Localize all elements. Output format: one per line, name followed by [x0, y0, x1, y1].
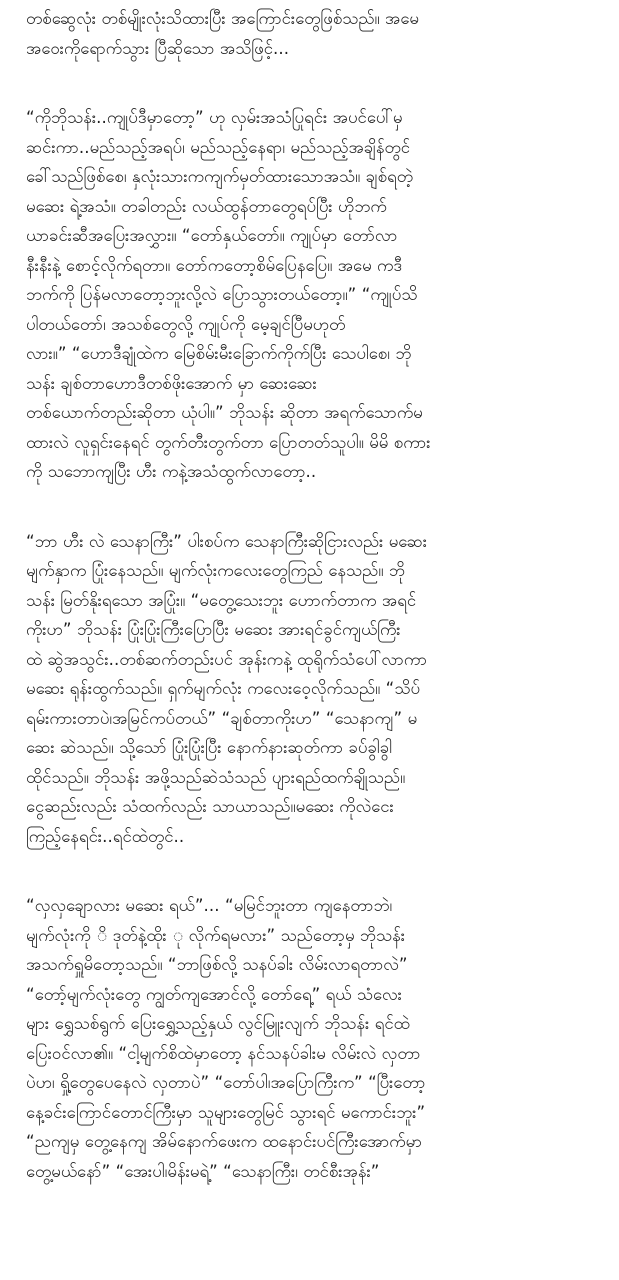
- article-body: [26, 4, 594, 1186]
- paragraph-2: “ကိုဘိုသန်း..ကျုပ်ဒီမှာတော့” ဟု လှမ်းအသံပြုရင်း အပင်ပေါ်မှ ဆင်းကာ..မည်သည့်အရပ်၊ မည်သည့်နေရာ၊ မည်သည့်အချိန်တွင် ခေါ်သည်ဖြစ်စေ၊ နှလုံးသားကကျက်မှတ်ထားသောအသံ။ ချစ်ရတဲ့ မဆေး ရဲ့အသံ။ တခါတည်း လယ်ထွန်တာတွေရပ်ပြီး ဟိုဘက် ယာခင်းဆီအပြေးအလွှား။ “တော်နှယ်တော်။ ကျုပ်မှာ တော်လာ နီးနီးနဲ့ စောင့်လိုက်ရတာ။ တော်ကတော့စိမ်ပြေနပြေ။ အမေ ကဒီ ဘက်ကို ပြန်မလာတော့ဘူးလို့လဲ ပြောသွားတယ်တော့။” “ကျုပ်သိ ပါတယ်တော်၊ အသစ်တွေလို့ ကျုပ်ကို မေ့ချင်ပြီမဟုတ် လား။” “ဟောဒီချုံထဲက မြေစိမ်းမီးခြောက်ကိုက်ပြီး သေပါစေ၊ ဘို သန်း ချစ်တာဟောဒီတစ်ဖိုးအောက် မှာ ဆေးဆေး တစ်ယောက်တည်းဆိုတာ ယုံပါ။” ဘိုသန်း ဆိုတာ အရက်သောက်မ ထားလဲ လူရှင်းနေရင် တွက်တီးတွက်တာ ပြောတတ်သူပါ။ မိမိ စကား ကို သဘောကျပြီး ဟီး ကနဲ့အသံထွက်လာတော့..: [26, 108, 431, 481]
- paragraph-1: တစ်ဆွေလုံး တစ်မျိုးလုံးသိထားပြီး အကြောင်းတွေဖြစ်သည်။ အမေ အဝေးကိုရောက်သွား ပြီဆိုသော အသိဖြင့်...: [26, 9, 419, 58]
- paragraph-4: “လှလှချောလား မဆေး ရယ်”... “မမြင်ဘူးတာ ကျနေတာဘဲ၊ မျက်လုံးကို ိ ဒုတ်နဲ့ထိုး ု လိုက်ရမလား” သည်တော့မှ ဘိုသန်း အသက်ရှူမိတော့သည်။ “ဘာဖြစ်လို့ သနပ်ခါး လိမ်းလာရတာလဲ” “တော့်မျက်လုံးတွေ ကျွတ်ကျအောင်လို့ တော်ရေ့” ရယ် သံလေး များ ရွှေသစ်ရွက် ပြေးရွှေ့သည့်နှယ် လွင်မြူးလျက် ဘိုသန်း ရင်ထဲ ပြေးဝင်လာ၏။ “ငါ့မျက်စိထဲမှာတော့ နင်သနပ်ခါးမ လိမ်းလဲ လှတာ ပဲဟ၊ ရှို့တွေပေနေလဲ လှတာပဲ” “တော်ပါ၊အပြောကြီးက” “ပြီးတော့ နေ့ခင်းကြောင်တောင်ကြီးမှာ သူများတွေမြင် သွားရင် မကောင်းဘူး” “ညကျမှ တွေ့နေကျ အိမ်နောက်ဖေးက ထနောင်းပင်ကြီးအောက်မှာ တွေ့မယ်နော်” “အေးပါ၊မိန်းမရဲ့” “သေနာကြီး၊ တင်စီးအုန်း”: [26, 896, 426, 1181]
- paragraph-3: “ဘာ ဟီး လဲ သေနာကြီး” ပါးစပ်က သေနာကြီးဆိုငြားလည်း မဆေး မျက်နှာက ပြုံးနေသည်။ မျက်လုံးကလေးတွေကြည် နေသည်။ ဘို သန်း မြတ်နိုးရသော အပြုံး။ “မတွေ့သေးဘူး ဟောက်တာက အရင် ကိုးဟ” ဘိုသန်း ပြုံးပြုံးကြီးပြောပြီး မဆေး အားရင်ခွင်ကျယ်ကြီး ထဲ ဆွဲအသွင်း..တစ်ဆက်တည်းပင် အုန်းကနဲ့ ထုရိုက်သံပေါ်လာကာ မဆေး ရုန်းထွက်သည်။ ရှက်မျက်လုံး ကလေးဝေ့လိုက်သည်။ “သိပ် ရမ်းကားတာပဲ၊အမြင်ကပ်တယ်” “ချစ်တာကိုးဟ” “သေနာကျ” မ ဆေး ဆဲသည်။ သို့သော် ပြုံးပြုံးပြီး နောက်နားဆုတ်ကာ ခပ်ခွါခွါ ထိုင်သည်။ ဘိုသန်း အဖို့သည်ဆဲသံသည် ပျားရည်ထက်ချိုသည်။ ငွေဆည်းလည်း သံထက်လည်း သာယာသည်။မဆေး ကိုလဲငေး ကြည့်နေရင်း..ရင်ထဲတွင်..: [26, 531, 428, 846]
